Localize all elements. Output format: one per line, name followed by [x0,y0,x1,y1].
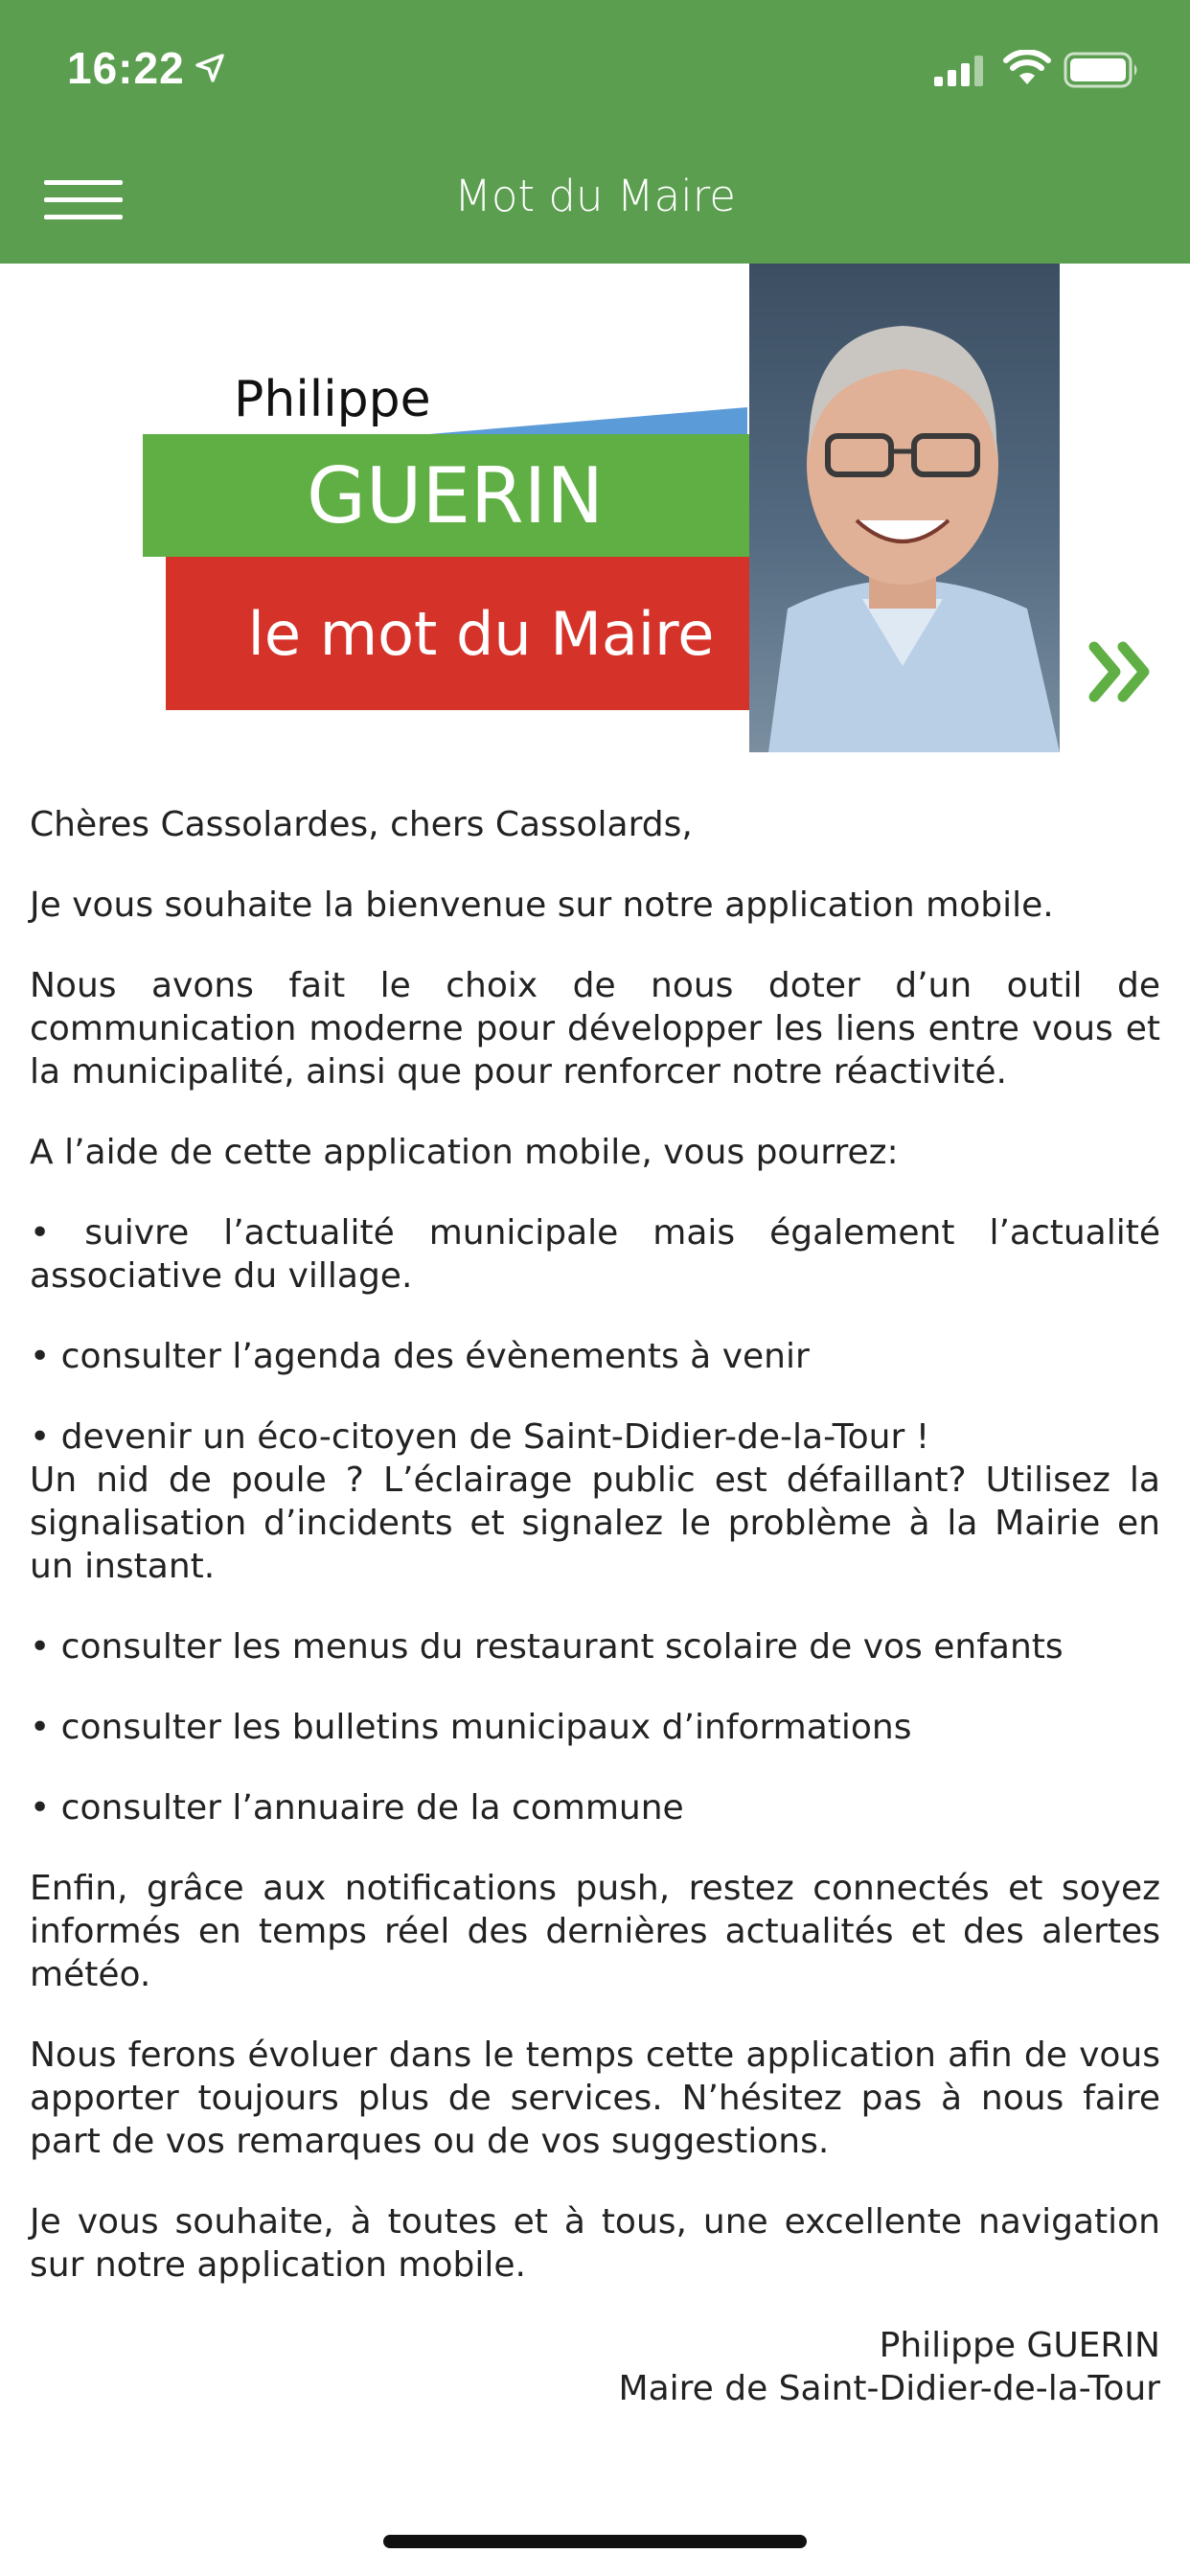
bullet-bulletins: • consulter les bulletins municipaux d’informations [30,1708,912,1747]
chevron-double-right-icon[interactable] [1087,637,1156,706]
bullet-agenda: • consulter l’agenda des évènements à venir [30,1337,810,1376]
page-title: Mot du Maire [454,171,736,221]
battery-icon [1064,52,1140,88]
paragraph-evolution: Nous ferons évoluer dans le temps cette application afin de vous apporter toujours plus de services. N’hésitez pas à nous faire part de vos remarques ou de vos suggestions. [30,2036,1160,2161]
status-time: 16:22 [67,43,185,93]
paragraph-notifications: Enfin, grâce aux notifications push, restez connectés et soyez informés en temps réel des dernières actualités et des alertes météo. [30,1869,1160,1994]
paragraph-choice: Nous avons fait le choix de nous doter d’un outil de communication moderne pour développer les liens entre vous et la municipalité, ainsi que pour renforcer notre réactivité. [30,966,1160,1092]
bullet-eco-citizen [30,1415,1160,1588]
home-indicator[interactable] [383,2535,807,2548]
signature-name: Philippe GUERIN [879,2326,1160,2365]
signal-icon [934,56,988,86]
mayor-message [30,803,1160,2410]
greeting: Chères Cassolardes, chers Cassolards, [30,805,693,844]
paragraph-welcome: Je vous souhaite la bienvenue sur notre application mobile. [30,886,1054,925]
mayor-portrait [749,264,1060,752]
paragraph-features-intro: A l’aide de cette application mobile, vous pourrez: [30,1133,899,1172]
mayor-banner [0,264,1190,754]
banner-subtitle: le mot du Maire [166,557,796,710]
paragraph-closing: Je vous souhaite, à toutes et à tous, une excellente navigation sur notre application mobile. [30,2202,1160,2285]
location-arrow-icon [195,54,224,82]
top-bar [0,0,1190,264]
signature-title: Maire de Saint-Didier-de-la-Tour [618,2369,1160,2408]
wifi-icon [1003,50,1051,86]
bullet-eco-citizen-title: • devenir un éco-citoyen de Saint-Didier-de-la-Tour ! [30,1417,930,1457]
bullet-menus: • consulter les menus du restaurant scolaire de vos enfants [30,1627,1064,1667]
banner-first-name: Philippe [234,371,431,428]
banner-last-name: GUERIN [143,434,767,557]
bullet-news: • suivre l’actualité municipale mais également l’actualité associative du village. [30,1213,1160,1296]
bullet-directory: • consulter l’annuaire de la commune [30,1788,684,1828]
bullet-eco-citizen-text: Un nid de poule ? L’éclairage public est défaillant? Utilisez la signalisation d’incidents et signalez le problème à la Mairie en un instant. [30,1460,1160,1586]
